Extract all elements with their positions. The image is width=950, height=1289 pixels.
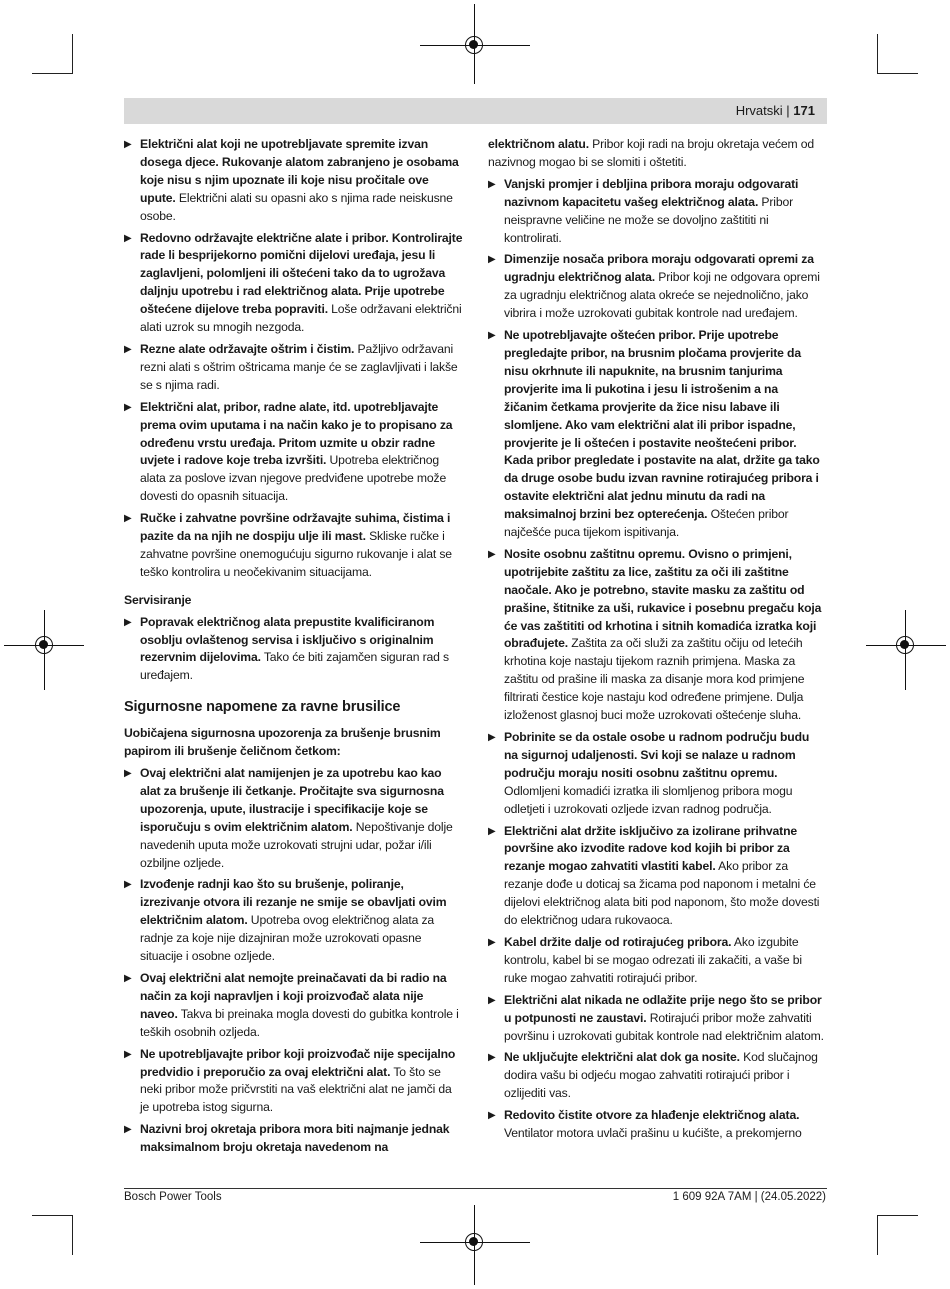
item-bold-text: Nazivni broj okretaja pribora mora biti najmanje jednak maksimalnom broju okretaja navedenom na — [140, 1122, 450, 1155]
item-bold-text: Ne uključujte električni alat dok ga nosite. — [504, 1050, 740, 1065]
item-normal-text: Upotreba električnog alata za poslove izvan njegove predviđene upotrebe može dovesti do opasnih situacija. — [140, 453, 447, 504]
crop-mark — [877, 1215, 878, 1255]
item-normal-text: Pribor koji radi na broju okretaja većem od nazivnog mogao bi se slomiti i oštetiti. — [488, 137, 815, 169]
crop-mark — [72, 34, 73, 74]
item-bold-text: Redovno održavajte električne alate i pribor. Kontrolirajte rade li besprijekorno pomični dijelovi uređaja, jesu li zaglavljeni, polomljeni ili oštećeni tako da to ugrožava daljnju upotrebu i rad električnog alata. Prije upotrebe oštećene dijelove treba popraviti. — [140, 230, 463, 317]
header-separator: | — [786, 103, 790, 118]
list-item — [488, 546, 824, 725]
bullet-arrow-icon: ▶ — [488, 548, 496, 560]
list-item — [124, 614, 464, 686]
item-bold-text: Ovaj električni alat nemojte preinačavati da bi radio na način za koji napravljen i koji proizvođač alata nije naveo. — [140, 970, 447, 1021]
item-normal-text: Kod slučajnog dodira vašu bi odjeću mogao zahvatiti rotirajući pribor i ozlijediti vas. — [504, 1050, 818, 1101]
item-bold-text: Nosite osobnu zaštitnu opremu. Ovisno o primjeni, upotrijebite zaštitu za lice, zaštitu za oči ili zaštitne naočale. Ako je potrebno, stavite masku za zaštitu od prašine, štitnike za uši, rukavice i posebnu pregaču koja će vas zaštititi od krhotina i sitnih komadića izratka koji obrađujete. — [504, 546, 822, 651]
item-normal-text: Rotirajući pribor može zahvatiti površinu i uzrokovati gubitak kontrole nad električnim alatom. — [504, 1010, 824, 1043]
bullet-arrow-icon: ▶ — [488, 732, 496, 743]
item-bold-text: Izvođenje radnji kao što su brušenje, poliranje, izrezivanje otvora ili rezanje ne smije se obavljati ovim električnim alatom. — [140, 877, 447, 928]
item-normal-text: Zaštita za oči služi za zaštitu očiju od letećih krhotina koje nastaju tijekom raznih primjena. Maska za zaštitu od prašine ili maska za disanje mora kod primjene filtrirati čestice koje nastaju kod određene primjene. Dulja izloženost glasnoj buci može uzrokovati oštećenje sluha. — [504, 636, 805, 723]
section-heading: Sigurnosne napomene za ravne brusilice — [124, 699, 401, 716]
list-item — [488, 729, 824, 819]
bullet-arrow-icon: ▶ — [488, 825, 496, 837]
item-bold-text: Električni alat držite isključivo za izolirane prihvatne površine ako izvodite radove kod kojih bi pribor za rezanje mogao zahvatiti vlastiti kabel. — [504, 823, 798, 874]
list-item — [124, 399, 464, 506]
item-normal-text: Oštećen pribor najčešće puca tijekom ispitivanja. — [504, 507, 789, 540]
bullet-arrow-icon: ▶ — [124, 232, 132, 244]
crop-mark — [877, 34, 878, 74]
item-bold-text: Ne upotrebljavajte oštećen pribor. Prije upotrebe pregledajte pribor, na brusnim pločama provjerite da nisu okrhnute ili napuknite, na brusnim tanjurima provjerite ima li pukotina i jesu li istrošenim a na žičanim četkama provjerite da žice nisu labave ili slomljene. Ako vam električni alat ili pribor ispadne, provjerite je li oštećen i postavite neoštećeni pribor. Kada pribor pregledate i postavite na alat, držite ga tako da druge osobe budu izvan ravnine rotirajućeg pribora i ostavite električni alat jednu minutu da radi na maksimalnoj brzini bez opterećenja. — [504, 328, 820, 522]
list-item — [488, 1049, 824, 1103]
left-column — [124, 136, 464, 1161]
crop-mark — [32, 1215, 72, 1216]
list-item — [124, 1046, 464, 1118]
bullet-arrow-icon: ▶ — [124, 879, 132, 891]
list-item — [124, 970, 464, 1042]
list-item — [488, 251, 824, 323]
list-item — [124, 765, 464, 872]
bullet-arrow-icon: ▶ — [124, 513, 132, 525]
footer-rule — [124, 1188, 827, 1189]
crop-mark — [72, 1215, 73, 1255]
item-normal-text: Tako će biti zajamčen siguran rad s uređajem. — [140, 650, 449, 683]
page-header — [736, 103, 815, 118]
bullet-arrow-icon: ▶ — [124, 768, 132, 779]
bullet-arrow-icon: ▶ — [124, 343, 132, 355]
list-item — [124, 136, 464, 226]
item-bold-text: Pobrinite se da ostale osobe u radnom području budu na sigurnoj udaljenosti. Svi koji se nalaze u radnom području moraju nositi osobnu zaštitnu opremu. — [504, 730, 810, 780]
list-item — [124, 341, 464, 395]
header-language: Hrvatski — [735, 103, 783, 118]
list-item — [488, 823, 824, 930]
item-bold-text: električnom alatu. — [488, 137, 589, 151]
header-bar — [124, 98, 827, 124]
bullet-arrow-icon: ▶ — [124, 401, 132, 413]
continued-paragraph — [488, 136, 824, 172]
item-normal-text: Pribor neispravne veličine ne može se dovoljno zaštititi ni kontrolirati. — [504, 194, 794, 245]
list-item — [488, 934, 824, 988]
item-bold-text: Ručke i zahvatne površine održavajte suhima, čistima i pazite da na njih ne dospiju ulje ili mast. — [140, 511, 451, 544]
item-normal-text: Nepoštivanje dolje navedenih uputa može uzrokovati strujni udar, požar i/ili ozbiljne ozljede. — [140, 819, 453, 870]
subsection-heading: Servisiranje — [124, 592, 192, 607]
bullet-arrow-icon: ▶ — [488, 1052, 496, 1064]
crop-mark — [32, 73, 72, 74]
bullet-arrow-icon: ▶ — [488, 178, 496, 190]
bullet-arrow-icon: ▶ — [488, 1110, 496, 1122]
intro-paragraph: Uobičajena sigurnosna upozorenja za brušenje brusnim papirom ili brušenje čeličnom četkom: — [124, 726, 441, 759]
item-normal-text: To što se neki pribor može pričvrstiti na vaš električni alat ne jamči da je upotreba istog sigurna. — [140, 1064, 452, 1115]
list-item — [488, 176, 824, 248]
item-normal-text: Ako pribor za rezanje dođe u doticaj sa žicama pod naponom i metalni će dijelovi električnog alata biti pod naponom, što može dovesti do električnog udara rukovaoca. — [504, 859, 820, 928]
list-item — [124, 1121, 464, 1157]
item-bold-text: Vanjski promjer i debljina pribora moraju odgovarati nazivnom kapacitetu vašeg električnog alata. — [504, 176, 799, 209]
item-normal-text: Skliske ručke i zahvatne površine onemogućuju sigurno rukovanje i alat se teško kontrolira u neočekivanim situacijama. — [140, 529, 452, 579]
right-column — [488, 136, 824, 1147]
item-bold-text: Električni alat nikada ne odlažite prije nego što se pribor u potpunosti ne zaustavi. — [504, 992, 822, 1025]
list-item — [124, 510, 464, 582]
list-item — [124, 876, 464, 966]
footer-publisher: Bosch Power Tools — [124, 1191, 222, 1203]
bullet-arrow-icon: ▶ — [488, 994, 496, 1006]
bullet-arrow-icon: ▶ — [488, 254, 496, 266]
item-bold-text: Dimenzije nosača pribora moraju odgovarati opremi za ugradnju električnog alata. — [504, 252, 814, 285]
list-item — [488, 1107, 824, 1143]
item-normal-text: Pribor koji ne odgovara opremi za ugradnju električnog alata okreće se nejednolično, jako vibrira i može uzrokovati gubitak kontrole nad uređajem. — [504, 270, 820, 321]
footer-doc-id: 1 609 92A 7AM | (24.05.2022) — [672, 1191, 826, 1203]
list-item — [488, 992, 824, 1046]
item-normal-text: Odlomljeni komadići izratka ili slomljenog pribora mogu odletjeti i uzrokovati ozljede izvan radnog područja. — [504, 783, 793, 816]
list-item — [124, 230, 464, 337]
item-bold-text: Kabel držite dalje od rotirajućeg pribora. — [504, 934, 732, 949]
crop-mark — [878, 1215, 918, 1216]
item-bold-text: Ovaj električni alat namijenjen je za upotrebu kao kao alat za brušenje ili četkanje. Pročitajte sva sigurnosna upozorenja, upute, ilustracije i specifikacije koje se isporučuju s ovim električnim alatom. — [140, 766, 444, 834]
item-normal-text: Ako izgubite kontrolu, kabel bi se mogao odrezati ili zakačiti, a vaše bi ruke mogao zahvatiti rotirajući pribor. — [504, 934, 802, 985]
item-bold-text: Električni alat, pribor, radne alate, itd. upotrebljavajte prema ovim uputama i na način kako je to propisano za određenu vrstu uređaja. Pritom uzmite u obzir radne uvjete i radove koje treba izvršiti. — [140, 399, 453, 468]
item-normal-text: Upotreba ovog električnog alata za radnje za koje nije dizajniran može uzrokovati opasne situacije i osobne ozljede. — [140, 913, 435, 964]
page-number: 171 — [793, 103, 815, 118]
item-normal-text: Ventilator motora uvlači prašinu u kućište, a prekomjerno — [504, 1126, 802, 1141]
bullet-arrow-icon: ▶ — [124, 616, 132, 628]
item-normal-text: Loše održavani električni alati uzrok su mnogih nezgoda. — [140, 302, 462, 335]
bullet-arrow-icon: ▶ — [124, 1124, 132, 1136]
item-bold-text: Redovito čistite otvore za hlađenje električnog alata. — [504, 1108, 800, 1123]
item-normal-text: Takva bi preinaka mogla dovesti do gubitka kontrole i teških osobnih ozljeda. — [140, 1006, 459, 1039]
item-bold-text: Električni alat koji ne upotrebljavate spremite izvan dosega djece. Rukovanje alatom zabranjeno je osobama koje nisu s njim upoznate ili koje nisu pročitale ove upute. — [140, 137, 459, 205]
item-bold-text: Popravak električnog alata prepustite kvalificiranom osoblju ovlaštenog servisa i isključivo s originalnim rezervnim dijelovima. — [140, 614, 435, 665]
bullet-arrow-icon: ▶ — [124, 972, 132, 984]
bullet-arrow-icon: ▶ — [124, 1048, 132, 1060]
bullet-arrow-icon: ▶ — [488, 330, 496, 342]
item-normal-text: Električni alati su opasni ako s njima rade neiskusne osobe. — [140, 190, 453, 223]
item-bold-text: Rezne alate održavajte oštrim i čistim. — [140, 341, 355, 356]
bullet-arrow-icon: ▶ — [124, 139, 132, 150]
list-item — [488, 327, 824, 542]
crop-mark — [878, 73, 918, 74]
bullet-arrow-icon: ▶ — [488, 936, 496, 948]
item-bold-text: Ne upotrebljavajte pribor koji proizvođač nije specijalno predvidio i preporučio za ovaj električni alat. — [140, 1046, 456, 1079]
item-normal-text: Pažljivo održavani rezni alati s oštrim oštricama manje će se zaglavljivati i lakše se s njima radi. — [140, 341, 458, 392]
